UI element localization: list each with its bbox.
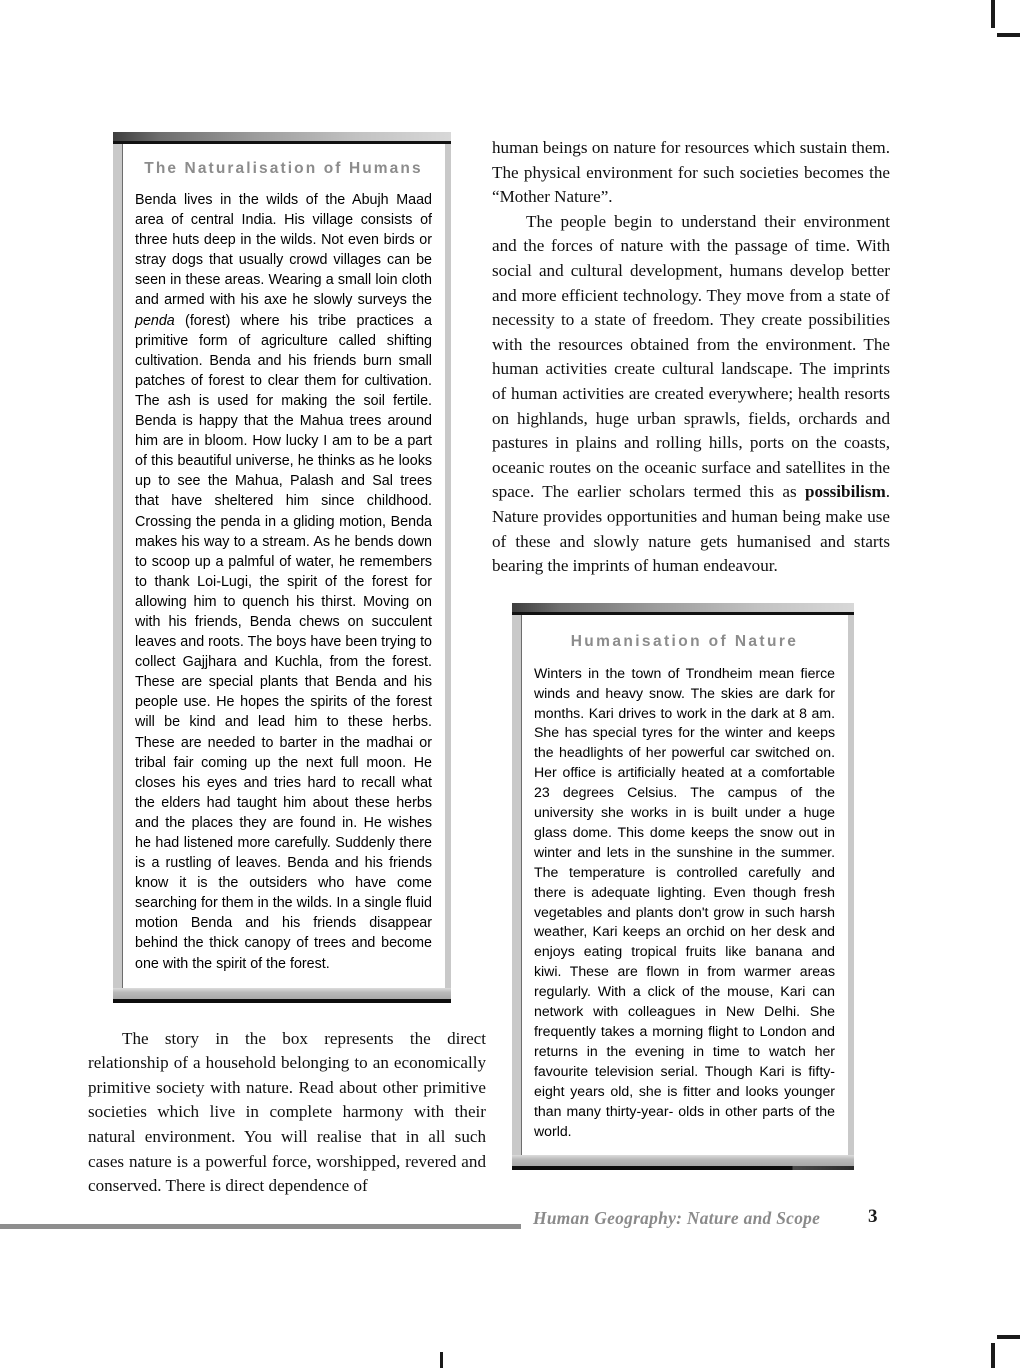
box-heading-naturalisation: The Naturalisation of Humans: [144, 160, 423, 177]
crop-mark-bottom-right-horizontal: [997, 1335, 1020, 1339]
right-column: [492, 136, 890, 1146]
box-bottom-bar: [512, 1155, 854, 1166]
footer-chapter-title: Human Geography: Nature and Scope: [533, 1208, 821, 1228]
callout-box-naturalisation: [113, 132, 451, 1003]
left-column-paragraph-story: The story in the box represents the direct relationship of a household belonging to an economically primitive society with nature. Read about other primitive societies which live in complete harmony with their natural environment. You will realise that in all such cases nature is a powerful force, worshipped, revered and conserved. There is direct dependence of: [88, 1028, 486, 1196]
box-paragraph-humanisation: Winters in the town of Trondheim mean fierce winds and heavy snow. The skies are dark for months. Kari drives to work in the dark at 8 am. She has special tyres for the winter and keeps the headlights of her powerful car switched on. Her office is artificially heated at a comfortable 23 degrees Celsius. The campus of the university she works in is built under a huge glass dome. This dome keeps the snow out in winter and lets in the sunshine in the summer. The temperature is controlled carefully and there is adequate lighting. Even though fresh vegetables and plants don't grow in such harsh weather, Kari keeps an orchid on her desk and enjoys eating tropical fruits like banana and kiwi. These are flown in from warmer areas regularly. With a click of the mouse, Kari can network with colleagues in New Delhi. She frequently takes a morning flight to London and returns in the evening in time to watch her favourite television serial. Though Kari is fifty-eight years old, she is fitter and looks younger than many thirty-year- olds in other parts of the world.: [534, 664, 835, 1139]
right-column-paragraph-continued: human beings on nature for resources which sustain them. The physical environment for such societies becomes the “Mother Nature”.: [492, 138, 890, 207]
left-column: [88, 132, 486, 1199]
footer-page-number: 3: [868, 1206, 878, 1227]
box-paragraph-segment-1: Benda lives in the wilds of the Abujh Maad area of central India. His village consists of three huts deep in the wilds. Not even birds or stray dogs that usually crowd villages can be seen in these areas. Wearing a small loin cloth and armed with his axe he slowly surveys the: [135, 192, 432, 309]
box-body: [113, 144, 451, 988]
footer-rule: [0, 1224, 521, 1229]
box-top-bar: [113, 132, 451, 141]
box-paragraph-naturalisation: [135, 190, 432, 974]
box-top-bar: [512, 603, 854, 612]
crop-mark-top-right-horizontal: [997, 33, 1020, 37]
callout-box-humanisation: [512, 603, 854, 1171]
crop-mark-top-right-vertical: [991, 0, 995, 28]
crop-mark-bottom-right-vertical: [991, 1343, 995, 1368]
box-bottom-bar: [113, 988, 451, 999]
box-bottom-rule: [512, 1166, 854, 1170]
crop-mark-bottom-center-vertical: [440, 1352, 443, 1368]
right-column-paragraph-people: [492, 210, 890, 579]
box-body: [512, 615, 854, 1156]
box-heading-humanisation: Humanisation of Nature: [570, 632, 799, 650]
right-paragraph-segment-1: The people begin to understand their environment and the forces of nature with the passage of time. With social and cultural development, humans develop better and more efficient technology. They move from a state of necessity to a state of freedom. They create possibilities with the resources obtained from the environment. The human activities create cultural landscape. The imprints of human activities are created everywhere; health resorts on highlands, huge urban sprawls, fields, orchards and pastures in plains and rolling hills, ports on the coasts, oceanic routes on the oceanic surface and satellites in the space. The earlier scholars termed this as: [492, 211, 890, 502]
box-paragraph-segment-2: (forest) where his tribe practices a primitive form of agriculture called shifting cultivation. Benda and his friends burn small patches of forest to clear them for cultivation. The ash is used for making the soil fertile. Benda is happy that the Mahua trees around him are in bloom. How lucky I am to be a part of this beautiful universe, he thinks as he looks up to see the Mahua, Palash and Sal trees that have sheltered him since childhood. Crossing the penda in a gliding motion, Benda makes his way to a stream. As he bends down to scoop up a palmful of water, he remembers to thank Loi-Lugi, the spirit of the forest for allowing him to quench his thirst. Moving on with his friends, Benda chews on succulent leaves and roots. The boys have been trying to collect Gajjhara and Kuchla, from the forest. These are special plants that Benda and his people use. He hopes the spirits of the forest will be kind and lead him to these herbs. These are needed to barter in the madhai or tribal fair coming up the next full moon. He closes his eyes and tries hard to recall what the elders had taught him about these herbs and the places they are found in. He wishes he had listened more carefully. Suddenly there is a rustling of leaves. Benda and his friends know it is the outsiders who have come searching for them in the wilds. In a single fluid motion Benda and his friends disappear behind the thick canopy of trees and become one with the spirit of the forest.: [135, 312, 432, 972]
box-bottom-rule: [113, 999, 451, 1003]
right-paragraph-segment-2: . Nature provides opportunities and human being make use of these and slowly nature gets humanised and starts bearing the imprints of human endeavour.: [492, 482, 890, 576]
right-paragraph-bold-possibilism: possibilism: [804, 482, 886, 502]
box-paragraph-italic-penda: penda: [135, 312, 175, 329]
